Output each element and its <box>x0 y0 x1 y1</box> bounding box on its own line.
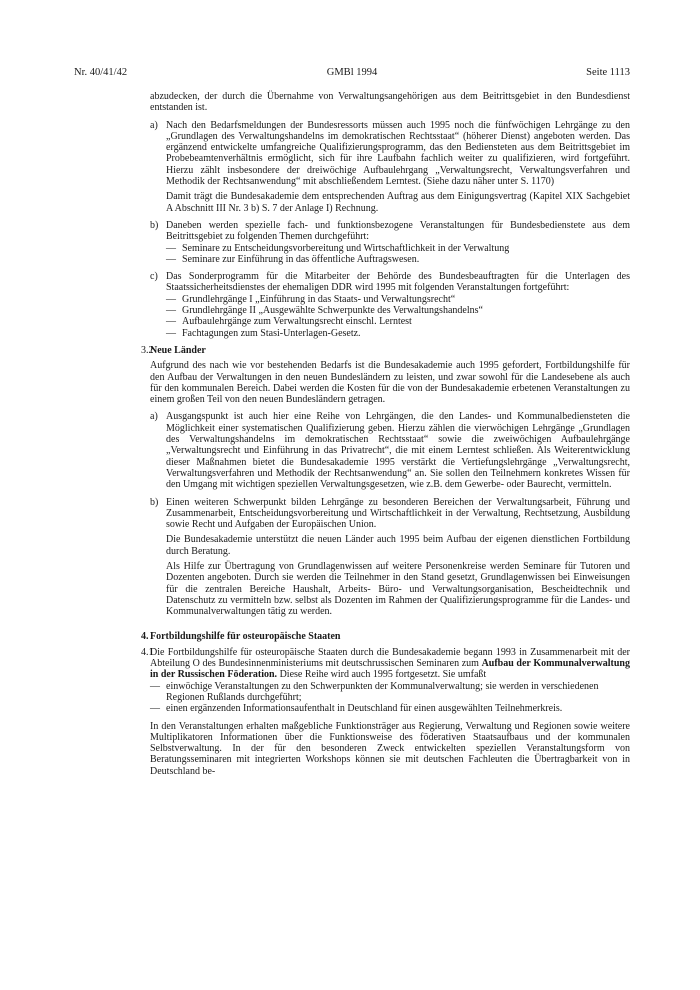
list-item-a-extra: Damit trägt die Bundesakademie dem entsprechenden Auftrag aus dem Einigungsvertrag (Kapitel XIX Sachgebiet A Abschnitt III Nr. 3 b) S. 7 der Anlage I) Rechnung. <box>166 191 630 214</box>
list-item-c <box>150 271 630 294</box>
dash-item: — Aufbaulehrgänge zum Verwaltungsrecht einschl. Lerntest <box>166 316 412 328</box>
section-heading-3-2 <box>74 345 630 356</box>
page-number: Seite 1113 <box>586 67 630 78</box>
dash-item: — Seminare zu Entscheidungsvorbereitung und Wirtschaftlichkeit in der Verwaltung <box>166 242 510 254</box>
document-body <box>74 91 630 777</box>
section-heading-4 <box>74 631 630 642</box>
section-4-1-closing: In den Veranstaltungen erhalten maßgebliche Funktionsträger aus Regierung, Verwaltung und Regionen sowie weitere Multiplikatoren Informationen über die Funktionsweise des föderativen Staatsaufbaus und der kommunalen Selbstverwaltung. In der für den besonderen Zweck entwickelten speziellen Veranstaltungsform von Beratungsseminaren mit integrierten Workshops können sie mit deutschen Fachleuten die Übertragbarkeit von in Deutschland be- <box>150 720 630 777</box>
section-4-1-text: Die Fortbildungshilfe für osteuropäische Staaten durch die Bundesakademie begann 1993 in Zusammenarbeit mit der Abteilung O des Bundesinnenministeriums mit deutschrussischen Seminaren zum Aufbau der Kommunalverwaltung in der Russischen Föderation. Diese Reihe wird auch 1995 fortgesetzt. Sie umfaßt <box>150 646 630 681</box>
section-3-2-item-a <box>150 411 630 490</box>
list-text: Ausgangspunkt ist auch hier eine Reihe von Lehrgängen, die den Landes- und Kommunalbediensteten die Möglichkeit einer systematischen Qualifizierung geben. Hierzu zählen die vierwöchigen Lehrgänge „Grundlagen des Verwaltungshandelns im demokratischen Rechtsstaat“ sowie die zweiwöchigen Aufbaulehrgänge „Verwaltungsrecht und Einführung in das Privatrecht“, die mit einem Lerntest schließen. Als Weiterentwicklung dieser Maßnahmen bietet die Bundesakademie 1995 verstärkt die Vertiefungslehrgänge „Verwaltungsrecht, Verwaltungsverfahren und Methodik der Rechtsanwendung“ an. Sie sollen den Teilnehmern konkretes Wissen für den Umgang mit wichtigen speziellen Verwaltungsgesetzen, wie z.B. dem Gewerbe- oder Baurecht, vermitteln. <box>166 411 630 491</box>
section-3-2-item-b-extra: Als Hilfe zur Übertragung von Grundlagenwissen auf weitere Personenkreise werden Seminare für Tutoren und Dozenten angeboten. Durch sie werden die Teilnehmer in den Stand gesetzt, Grundlagenwissen bei Einweisungen für die zentralen Bereiche Haushalt, Arbeits- Büro- und Verwaltungsorganisation, Bescheidtechnik und Datenschutz zu vermitteln bzw. selbst als Dozenten im Rahmen der Qualifizierungsprogramme für die Landes- und Kommunalverwaltungen tätig zu werden. <box>166 560 630 618</box>
section-4-1 <box>74 647 630 681</box>
section-3-2-item-b <box>150 497 630 531</box>
list-text: Einen weiteren Schwerpunkt bilden Lehrgänge zu besonderen Bereichen der Verwaltungsarbeit, Führung und Zusammenarbeit, Entscheidungsvorbereitung und Wirtschaftlichkeit in der Verwaltung, Rechtsetzung, Ausbildung sowie Recht und Aufgaben der Europäischen Union. <box>166 496 630 531</box>
section-number: 4. <box>141 631 149 643</box>
section-3-2-body: Aufgrund des nach wie vor bestehenden Bedarfs ist die Bundesakademie auch 1995 gefordert, Fortbildungshilfe für den Aufbau der Verwaltungen in den neuen Bundesländern zu leisten, und zwar sowohl für die Landesebene als auch für den kommunalen Bereich. Dabei werden die Kosten für die von der Bundesakademie erbetenen Veranstaltungen zu einem großen Teil von den neuen Bundesländern getragen. <box>150 360 630 406</box>
section-number: 4.1 <box>141 646 154 658</box>
section-number: 3.2 <box>141 344 154 356</box>
issue-number: Nr. 40/41/42 <box>74 67 128 78</box>
dash-item: — Grundlehrgänge I „Einführung in das Staats- und Verwaltungsrecht“ <box>166 293 456 305</box>
section-title: Fortbildungshilfe für osteuropäische Staaten <box>150 631 341 643</box>
list-item-a <box>150 120 630 188</box>
page-header <box>74 66 630 80</box>
dash-item: — einwöchige Veranstaltungen zu den Schwerpunkten der Kommunalverwaltung; sie werden in verschiedenen Regionen Rußlands durchgeführt; <box>150 680 599 703</box>
list-text: Nach den Bedarfsmeldungen der Bundesressorts müssen auch 1995 noch die fünfwöchigen Lehrgänge zu den „Grundlagen des Verwaltungshandelns im demokratischen Rechtsstaat“ (höherer Dienst) angeboten werden. Das ergänzend entwickelte umfangreiche Qualifizierungsprogramm, das den Bediensteten aus dem Beitrittsgebiet im Probebeamtenverhältnis ermöglicht, sich für ihre Laufbahn fachlich weiter zu qualifizieren, wird fortgeführt. Hierzu zählt insbesondere der dreiwöchige Aufbaulehrgang „Verwaltungsrecht, Verwaltungsverfahren und Methodik der Rechtsanwendung“ mit abschließendem Lerntest. (Siehe dazu näher unter S. 1170) <box>166 119 630 188</box>
list-label: c) <box>150 271 158 283</box>
list-label: b) <box>150 496 159 508</box>
section-3-2-item-b-extra: Die Bundesakademie unterstützt die neuen Länder auch 1995 beim Aufbau der eigenen dienstlichen Fortbildung durch Beratung. <box>166 534 630 557</box>
section-title: Neue Länder <box>150 344 206 356</box>
list-item-b <box>150 220 630 243</box>
list-label: a) <box>150 411 158 423</box>
list-label: b) <box>150 219 159 231</box>
list-text: Das Sonderprogramm für die Mitarbeiter der Behörde des Bundesbeauftragten für die Unterlagen des Staatssicherheitsdienstes der ehemaligen DDR wird 1995 mit folgenden Veranstaltungen fortgeführt: <box>166 271 630 294</box>
list-label: a) <box>150 119 158 131</box>
intro-paragraph: abzudecken, der durch die Übernahme von Verwaltungsangehörigen aus dem Beitrittsgebiet in den Bundesdienst entstanden ist. <box>150 91 630 114</box>
dash-item: — Fachtagungen zum Stasi-Unterlagen-Gesetz. <box>166 327 361 339</box>
list-text: Daneben werden spezielle fach- und funktionsbezogene Veranstaltungen für Bundesbedienstete aus dem Beitrittsgebiet zu folgenden Themen durchgeführt: <box>166 219 630 243</box>
dash-item: — einen ergänzenden Informationsaufenthalt in Deutschland für einen ausgewählten Teilnehmerkreis. <box>150 703 563 715</box>
publication-title: GMBl 1994 <box>326 67 378 78</box>
dash-item: — Seminare zur Einführung in das öffentliche Auftragswesen. <box>166 253 420 265</box>
dash-item: — Grundlehrgänge II „Ausgewählte Schwerpunkte des Verwaltungshandelns“ <box>166 305 483 317</box>
